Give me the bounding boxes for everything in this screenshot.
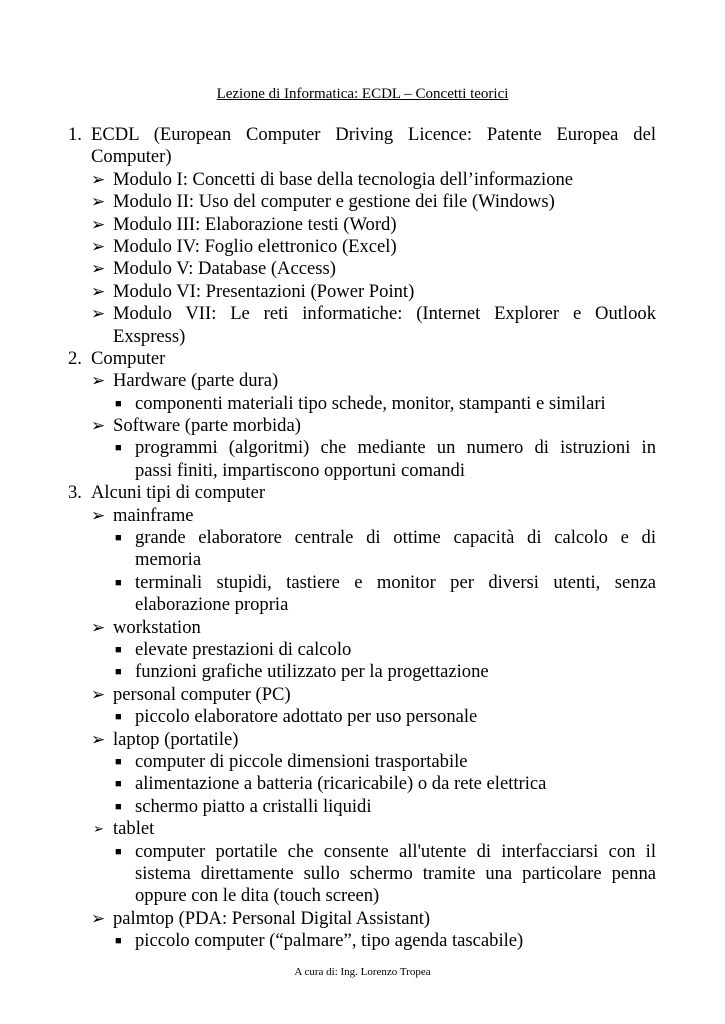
sub-list-item-text: alimentazione a batteria (ricaricabile) o da rete elettrica	[135, 773, 547, 795]
sub-list-item-text: computer di piccole dimensioni trasportabile	[135, 750, 468, 772]
sub-list-item-text: componenti materiali tipo schede, monitor, stampanti e similari	[135, 392, 606, 414]
arrow-bullet-icon: ➢	[91, 371, 106, 391]
arrow-bullet-icon: ➢	[91, 259, 106, 279]
arrow-bullet-icon: ➢	[91, 192, 106, 212]
list-item	[0, 258, 725, 280]
sub-list-item	[0, 863, 725, 885]
list-item-text: Exspress)	[113, 325, 186, 347]
sub-list-item-text: piccolo elaboratore adottato per uso personale	[135, 706, 478, 728]
square-bullet-icon: ■	[115, 800, 122, 813]
list-item-text: Hardware (parte dura)	[113, 370, 279, 392]
square-bullet-icon: ■	[115, 778, 122, 791]
list-item	[0, 617, 725, 639]
section-line	[0, 348, 725, 370]
section-heading-text: Computer	[91, 347, 166, 369]
sub-list-item	[0, 773, 725, 795]
sub-list-item-text: schermo piatto a cristalli liquidi	[135, 795, 372, 817]
section-number: 2.	[68, 347, 82, 369]
sub-list-item-text: memoria	[135, 549, 202, 571]
square-bullet-icon: ■	[115, 576, 122, 589]
list-item-text: Modulo VI: Presentazioni (Power Point)	[113, 280, 415, 302]
list-item	[0, 505, 725, 527]
list-item-text: Modulo II: Uso del computer e gestione dei file (Windows)	[113, 191, 555, 213]
section-line	[0, 124, 725, 146]
section-number: 1.	[68, 124, 82, 145]
sub-list-item	[0, 796, 725, 818]
arrow-bullet-icon: ➢	[91, 617, 106, 637]
sub-list-item	[0, 437, 725, 459]
document-body	[0, 124, 725, 952]
sub-list-item-text: programmi (algoritmi) che mediante un numero di istruzioni in	[135, 437, 656, 459]
list-item	[0, 684, 725, 706]
section-heading-text: Alcuni tipi di computer	[91, 482, 266, 504]
arrow-bullet-icon: ➢	[91, 169, 106, 189]
sub-list-item	[0, 751, 725, 773]
arrow-bullet-icon: ➢	[91, 304, 106, 324]
square-bullet-icon: ■	[115, 755, 122, 768]
list-item-text: workstation	[113, 616, 201, 638]
sub-list-item	[0, 594, 725, 616]
sub-list-item-text: passi finiti, impartiscono opportuni comandi	[135, 459, 465, 481]
sub-list-item	[0, 661, 725, 683]
arrow-bullet-icon: ➢	[91, 214, 106, 234]
arrow-bullet-icon: ➢	[91, 684, 106, 704]
sub-list-item	[0, 885, 725, 907]
sub-list-item	[0, 393, 725, 415]
list-item-text: laptop (portatile)	[113, 728, 239, 750]
sub-list-item-text: computer portatile che consente all'utente di interfacciarsi con il	[135, 840, 656, 862]
sub-list-item-text: funzioni grafiche utilizzato per la progettazione	[135, 661, 489, 683]
list-item	[0, 214, 725, 236]
sub-list-item-text: piccolo computer (“palmare”, tipo agenda tascabile)	[135, 930, 524, 952]
square-bullet-icon: ■	[115, 442, 122, 455]
square-bullet-icon: ■	[115, 845, 122, 858]
list-item	[0, 818, 725, 840]
sub-list-item-text: elaborazione propria	[135, 594, 289, 616]
arrow-bullet-icon: ➢	[91, 908, 106, 928]
sub-list-item-text: terminali stupidi, tastiere e monitor per diversi utenti, senza	[135, 571, 656, 593]
list-item-text: tablet	[113, 818, 155, 840]
list-item-text: Modulo VII: Le reti informatiche: (Internet Explorer e Outlook	[113, 303, 656, 325]
list-item	[0, 191, 725, 213]
list-item	[0, 370, 725, 392]
list-item	[0, 908, 725, 930]
arrow-bullet-icon: ➢	[91, 729, 106, 749]
sub-list-item-text: grande elaboratore centrale di ottime capacità di calcolo e di	[135, 527, 656, 549]
list-item-text: personal computer (PC)	[113, 683, 291, 705]
square-bullet-icon: ■	[115, 935, 122, 948]
arrow-bullet-icon: ➢	[91, 505, 106, 525]
page-footer: A cura di: Ing. Lorenzo Tropea	[294, 966, 431, 978]
sub-list-item	[0, 460, 725, 482]
arrow-bullet-icon: ➢	[91, 236, 106, 256]
sub-list-item-text: sistema direttamente sullo schermo tramite una particolare penna	[135, 862, 656, 884]
sub-list-item	[0, 930, 725, 952]
square-bullet-icon: ■	[115, 532, 122, 545]
section-line	[0, 146, 725, 168]
list-item	[0, 236, 725, 258]
section-heading-text: ECDL (European Computer Driving Licence: Patente Europea del	[91, 124, 656, 145]
sub-list-item	[0, 841, 725, 863]
sub-list-item	[0, 706, 725, 728]
sub-list-item	[0, 572, 725, 594]
list-item-text: Modulo IV: Foglio elettronico (Excel)	[113, 235, 397, 257]
square-bullet-icon: ■	[115, 397, 122, 410]
list-item	[0, 281, 725, 303]
list-item-text: Software (parte morbida)	[113, 415, 301, 437]
list-item-text: mainframe	[113, 504, 194, 526]
sub-list-item-text: oppure con le dita (touch screen)	[135, 885, 380, 907]
section-line	[0, 482, 725, 504]
square-bullet-icon: ■	[115, 666, 122, 679]
list-item-text: Modulo I: Concetti di base della tecnologia dell’informazione	[113, 168, 574, 190]
list-item	[0, 169, 725, 191]
list-item	[0, 415, 725, 437]
arrow-bullet-icon: ➢	[91, 416, 106, 436]
list-item-text: Modulo III: Elaborazione testi (Word)	[113, 213, 397, 235]
page-title: Lezione di Informatica: ECDL – Concetti teorici	[216, 86, 509, 102]
arrow-bullet-icon: ➢	[91, 281, 106, 301]
square-bullet-icon: ■	[115, 711, 122, 724]
square-bullet-icon: ■	[115, 643, 122, 656]
section-number: 3.	[68, 482, 82, 504]
arrow-bullet-icon: ➢	[93, 821, 104, 837]
sub-list-item-text: elevate prestazioni di calcolo	[135, 638, 352, 660]
sub-list-item	[0, 639, 725, 661]
list-item	[0, 729, 725, 751]
list-item	[0, 326, 725, 348]
list-item	[0, 303, 725, 325]
list-item-text: Modulo V: Database (Access)	[113, 258, 336, 280]
sub-list-item	[0, 527, 725, 549]
list-item-text: palmtop (PDA: Personal Digital Assistant)	[113, 907, 431, 929]
sub-list-item	[0, 549, 725, 571]
section-heading-text: Computer)	[91, 146, 172, 168]
